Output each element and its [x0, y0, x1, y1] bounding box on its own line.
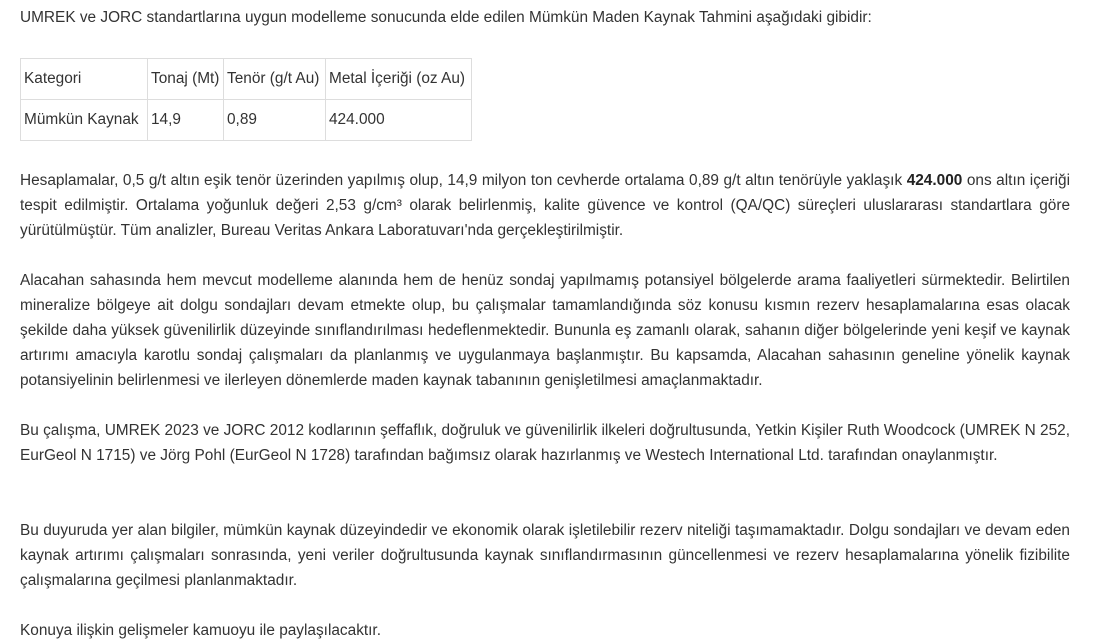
intro-text: UMREK ve JORC standartlarına uygun modelleme sonucunda elde edilen Mümkün Maden Kaynak Tahmini aşağıdaki gibidir: [20, 9, 872, 26]
paragraph-calculations-part1: Hesaplamalar, 0,5 g/t altın eşik tenör üzerinden yapılmış olup, 14,9 milyon ton cevherde ortalama 0,89 g/t altın tenörüyle yaklaşık [20, 172, 907, 189]
highlight-ounces: 424.000 [906, 172, 963, 189]
paragraph-calculations-part2: ons altın içeriği tespit edilmiştir. Ortalama yoğunluk değeri 2,53 g/cm³ olarak belirlenmiş, kalite güvence ve kontrol (QA/QC) süreçleri uluslararası standartlara göre yürütülmüştür. Tüm analizler, Bureau Veritas Ankara Laboratuvarı'nda gerçekleştirilmiştir. [20, 172, 1070, 239]
header-tenor: Tenör (g/t Au) [224, 59, 326, 100]
cell-tonaj: 14,9 [148, 100, 224, 141]
table-header-row [21, 59, 472, 100]
paragraph-exploration: Alacahan sahasında hem mevcut modelleme alanında hem de henüz sondaj yapılmamış potansiyel bölgelerde arama faaliyetleri sürmektedir. Belirtilen mineralize bölgeye ait dolgu sondajları devam etmekte olup, bu çalışmalar tamamlandığında söz konusu kısmın rezerv hesaplamalarına esas olacak şekilde daha yüksek güvenilirlik düzeyinde sınıflandırılması hedeflenmektedir. Bununla eş zamanlı olarak, sahanın diğer bölgelerinde yeni keşif ve kaynak artırımı amacıyla karotlu sondaj çalışmaları da planlanmış ve uygulanmaya başlanmıştır. Bu kapsamda, Alacahan sahasının geneline yönelik kaynak potansiyelinin belirlenmesi ve ilerleyen dönemlerde maden kaynak tabanının genişletilmesi amaçlanmaktadır. [20, 272, 1070, 389]
cell-metal-icerigi: 424.000 [326, 100, 472, 141]
header-kategori: Kategori [21, 59, 148, 100]
table-row [21, 100, 472, 141]
resource-estimate-table [20, 58, 472, 141]
header-tonaj: Tonaj (Mt) [148, 59, 224, 100]
paragraph-closing: Konuya ilişkin gelişmeler kamuoyu ile paylaşılacaktır. [20, 622, 381, 639]
header-metal-icerigi: Metal İçeriği (oz Au) [326, 59, 472, 100]
paragraph-competent-persons: Bu çalışma, UMREK 2023 ve JORC 2012 kodlarının şeffaflık, doğruluk ve güvenilirlik ilkeleri doğrultusunda, Yetkin Kişiler Ruth Woodcock (UMREK N 252, EurGeol N 1715) ve Jörg Pohl (EurGeol N 1728) tarafından bağımsız olarak hazırlanmış ve Westech International Ltd. tarafından onaylanmıştır. [20, 422, 1070, 464]
cell-kategori: Mümkün Kaynak [21, 100, 148, 141]
paragraph-calculations [20, 168, 1070, 243]
cell-tenor: 0,89 [224, 100, 326, 141]
paragraph-disclaimer: Bu duyuruda yer alan bilgiler, mümkün kaynak düzeyindedir ve ekonomik olarak işletilebilir rezerv niteliği taşımamaktadır. Dolgu sondajları ve devam eden kaynak artırımı çalışmaları sonrasında, yeni veriler doğrultusunda kaynak sınıflandırmasının güncellenmesi ve rezerv hesaplamalarına yönelik fizibilite çalışmalarına geçilmesi planlanmaktadır. [20, 522, 1070, 589]
